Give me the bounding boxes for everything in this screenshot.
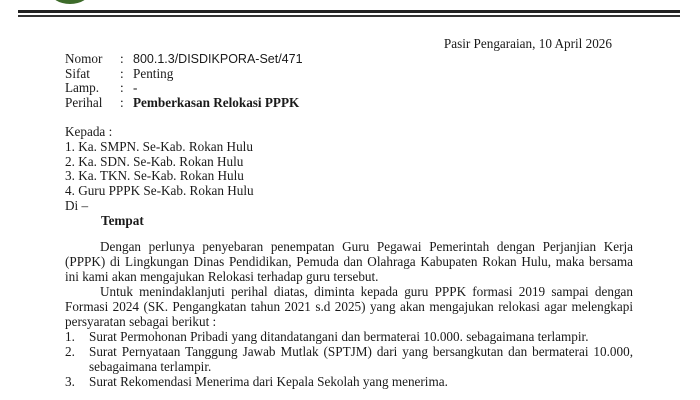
meta-key: Sifat [65, 65, 90, 81]
letterhead-divider [18, 10, 680, 13]
requirement-item [65, 329, 633, 344]
recipients-label: Kepada : [65, 124, 113, 139]
requirement-item [65, 374, 633, 389]
paragraph-2: Untuk menindaklanjuti perihal diatas, diminta kepada guru PPPK formasi 2019 sampai dengan Formasi 2024 (SK. Pengangkatan tahun 2021 s.d 2025) yang akan mengajukan relokasi agar melengkapi persyaratan sebagai berikut : [65, 284, 633, 329]
letter-number: 800.1.3/DISDIKPORA-Set/471 [133, 52, 303, 66]
meta-key: Lamp. [65, 80, 100, 96]
requirements-list [65, 329, 633, 389]
item-text: Surat Permohonan Pribadi yang ditandatangani dan bermaterai 10.000. sebagaimana terlampir. [89, 329, 589, 344]
item-text: Surat Rekomendasi Menerima dari Kepala Sekolah yang menerima. [89, 374, 448, 389]
recipients-di: Di – [65, 197, 89, 213]
item-number: 1. [65, 329, 75, 344]
letter-meta: Nomor : 800.1.3/DISDIKPORA-Set/471 Sifat : Penting Lamp. : - Perihal : Pemberkasan Relokasi PPPK [65, 51, 303, 110]
recipients [65, 125, 254, 229]
letter-nature: Penting [133, 65, 174, 81]
meta-key: Nomor [65, 51, 103, 66]
recipient: 2. Ka. SDN. Se-Kab. Rokan Hulu [65, 153, 244, 169]
place-date [444, 36, 612, 52]
recipient: 4. Guru PPPK Se-Kab. Rokan Hulu [65, 183, 254, 199]
requirement-item [65, 344, 633, 374]
recipient: 1. Ka. SMPN. Se-Kab. Rokan Hulu [65, 138, 253, 154]
letter-subject: Pemberkasan Relokasi PPPK [133, 94, 300, 110]
meta-key: Perihal [65, 94, 103, 110]
recipients-place: Tempat [101, 212, 144, 228]
item-number: 3. [65, 374, 75, 389]
letter-body [65, 239, 633, 389]
place-date-text: Pasir Pengaraian, 10 April 2026 [443, 36, 612, 51]
agency-logo [50, 0, 90, 4]
letter-attachment: - [133, 80, 138, 96]
paragraph-1: Dengan perlunya penyebaran penempatan Guru Pegawai Pemerintah dengan Perjanjian Kerja (PPPK) di Lingkungan Dinas Pendidikan, Pemuda dan Olahraga Kabupaten Rokan Hulu, maka bersama ini kami akan mengajukan Relokasi terhadap guru tersebut. [65, 239, 633, 284]
recipient: 3. Ka. TKN. Se-Kab. Rokan Hulu [65, 168, 244, 184]
item-number: 2. [65, 344, 75, 359]
item-text: Surat Pernyataan Tanggung Jawab Mutlak (SPTJM) dari yang bersangkutan dan bermaterai 10.000, sebagaimana terlampir. [89, 344, 633, 374]
letterhead-divider-thin [18, 15, 680, 17]
